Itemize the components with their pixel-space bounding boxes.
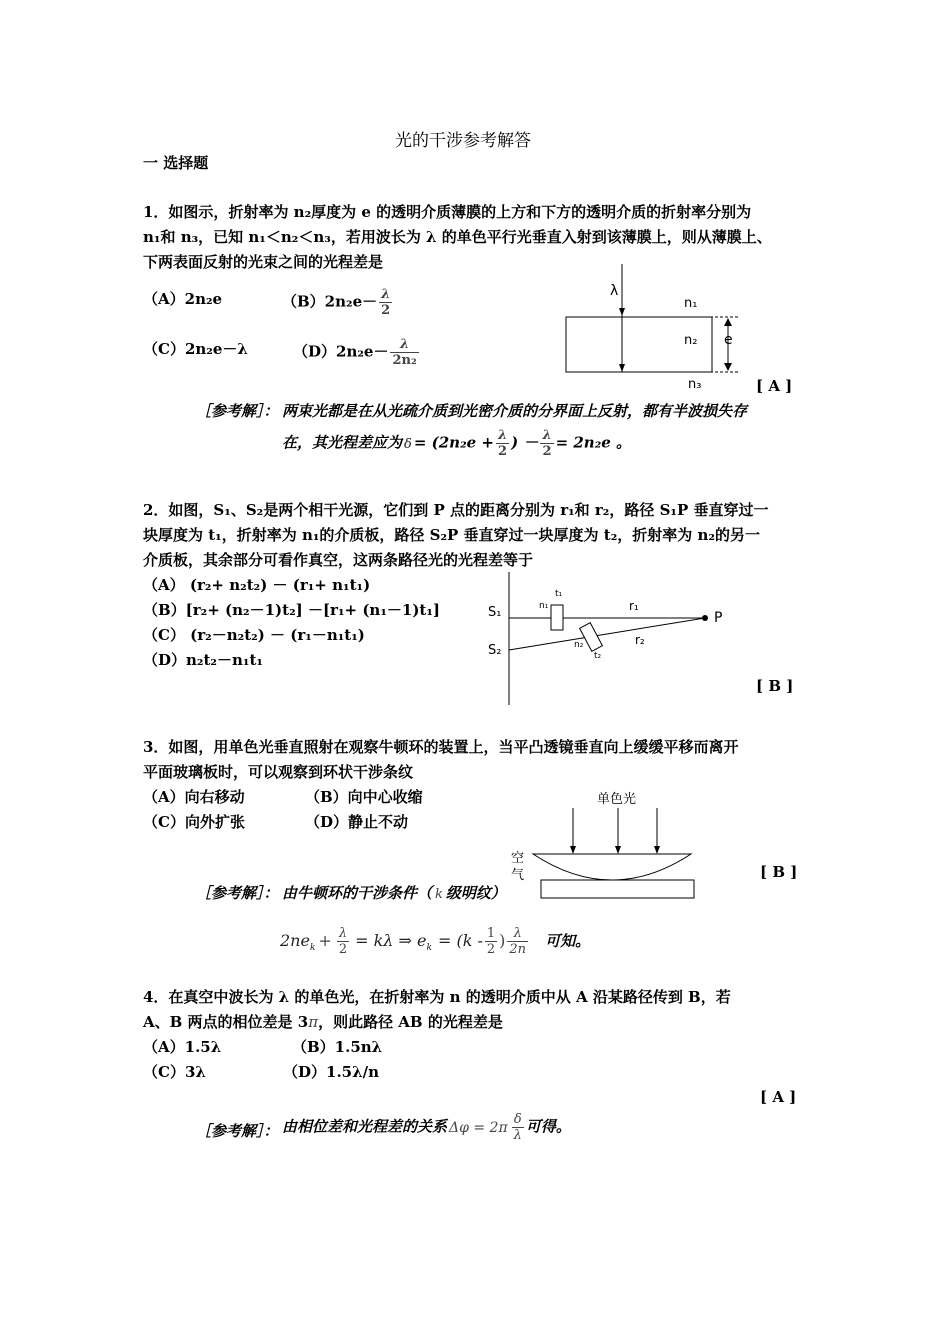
q1-option-b: （B）2n₂e－ $\frac{\lambda}{2}$: [282, 287, 391, 318]
q2-line1: 2．如图，S₁、S₂是两个相干光源，它们到 P 点的距离分别为 r₁和 r₂，路径 S₁P 垂直穿过一: [143, 501, 769, 519]
q2-option-d: （D）n₂t₂－n₁t₁: [143, 651, 263, 669]
q1-fig-n3: n₃: [688, 377, 702, 392]
q4-line2: A、B 两点的相位差是 3π，则此路径 AB 的光程差是: [143, 1013, 503, 1031]
q3-ref-frac-2: $\frac{1}{2}$: [486, 926, 496, 957]
q1-line3: 下两表面反射的光束之间的光程差是: [143, 253, 384, 271]
q2-fig-r1: r₁: [629, 599, 639, 613]
q1-fig-lambda: λ: [610, 283, 619, 299]
q2-fig-n1: n₁: [539, 601, 549, 611]
q2-two-source-figure: [485, 570, 735, 710]
q3-ref-label: ［参考解］：: [196, 884, 279, 902]
q1-option-b-fraction: $\frac{\lambda}{2}$: [381, 287, 391, 318]
q1-line1: 1．如图示，折射率为 n₂厚度为 e 的透明介质薄膜的上方和下方的透明介质的折射率分别为: [143, 203, 752, 221]
q1-ref-line2: 在，其光程差应为 δ = (2n₂e + $\frac{\lambda}{2}$ ) － $\frac{\lambda}{2}$ = 2n₂e 。: [282, 428, 632, 459]
q1-ref-line1: 两束光都是在从光疏介质到光密介质的分界面上反射，都有半波损失存: [282, 402, 748, 420]
q1-line2: n₁和 n₃，已知 n₁＜n₂＜n₃，若用波长为 λ 的单色平行光垂直入射到该薄膜上，则从薄膜上、: [143, 228, 772, 246]
q4-option-b: （B）1.5nλ: [292, 1038, 383, 1056]
q4-option-a: （A）1.5λ: [143, 1038, 222, 1056]
q1-ref-frac-2: $\frac{\lambda}{2}$: [542, 428, 552, 459]
q3-fig-light-label: 单色光: [597, 792, 637, 807]
q4-option-d: （D）1.5λ/n: [283, 1063, 380, 1081]
q4-answer: [ A ]: [760, 1088, 797, 1106]
q2-answer: [ B ]: [756, 677, 794, 695]
q3-ref-frac-1: $\frac{\lambda}{2}$: [338, 926, 348, 957]
q1-fig-e: e: [724, 332, 733, 348]
q4-ref-label: ［参考解］：: [196, 1122, 279, 1140]
q1-option-a: （A）2n₂e: [143, 290, 223, 308]
q4-option-c: （C）3λ: [143, 1063, 206, 1081]
q1-ref-label: ［参考解］：: [196, 402, 279, 420]
q1-option-d-fraction: $\frac{\lambda}{\text{2n₂}}$: [392, 337, 417, 368]
q3-newton-rings-figure: [505, 786, 705, 901]
q4-line1: 4．在真空中波长为 λ 的单色光，在折射率为 n 的透明介质中从 A 沿某路径传到 B，若: [143, 988, 731, 1006]
q3-line1: 3．如图，用单色光垂直照射在观察牛顿环的装置上，当平凸透镜垂直向上缓缓平移而离开: [143, 738, 739, 756]
q3-option-a: （A）向右移动: [143, 788, 245, 806]
q2-fig-t1: t₁: [555, 589, 563, 599]
q2-option-c: （C） (r₂－n₂t₂) － (r₁－n₁t₁): [143, 626, 365, 644]
section-heading: 一 选择题: [143, 154, 209, 172]
q3-ref-text: 由牛顿环的干涉条件（ k 级明纹）: [282, 884, 506, 902]
q2-fig-p: P: [714, 610, 723, 626]
q3-ref-equation: $2ne_k$ + $\frac{\lambda}{2}$ = kλ ⇒ $e_k = (k$ - $\frac{1}{2}$ ) $\frac{\lambda}{2n}$ 可知。: [280, 926, 591, 957]
q2-fig-s1: S₁: [488, 605, 502, 620]
q3-option-b: （B）向中心收缩: [305, 788, 423, 806]
q3-ref-frac-3: $\frac{\lambda}{2n}$: [509, 926, 527, 957]
q1-thin-film-figure: [560, 262, 760, 397]
q1-answer: [ A ]: [756, 377, 793, 395]
q1-option-c: （C）2n₂e－λ: [143, 340, 248, 358]
q3-fig-air-2: 气: [511, 868, 525, 883]
q2-fig-s2: S₂: [488, 643, 502, 658]
q3-line2: 平面玻璃板时，可以观察到环状干涉条纹: [143, 763, 414, 781]
q3-answer: [ B ]: [760, 863, 798, 881]
q4-ref-frac: $\frac{\delta}{\lambda}$: [513, 1112, 522, 1143]
q1-fig-n1: n₁: [684, 296, 698, 311]
q3-option-d: （D）静止不动: [305, 813, 409, 831]
q2-fig-t2: t₂: [594, 651, 602, 661]
q2-option-b: （B）[r₂+ (n₂－1)t₂] －[r₁+ (n₁－1)t₁]: [143, 601, 441, 619]
q1-option-d: （D）2n₂e－ $\frac{\lambda}{\text{2n₂}}$: [293, 337, 417, 368]
page-title: 光的干涉参考解答: [395, 131, 531, 151]
q1-fig-n2: n₂: [684, 333, 698, 348]
q2-fig-r2: r₂: [635, 633, 645, 647]
q2-option-a: （A） (r₂+ n₂t₂) － (r₁+ n₁t₁): [143, 576, 371, 594]
q1-ref-frac-1: $\frac{\lambda}{2}$: [497, 428, 508, 459]
q3-option-c: （C）向外扩张: [143, 813, 245, 831]
q3-fig-air-1: 空: [511, 851, 525, 866]
q2-line3: 介质板，其余部分可看作真空，这两条路径光的光程差等于: [143, 551, 534, 569]
q2-fig-n2: n₂: [574, 640, 584, 650]
q4-ref-text: 由相位差和光程差的关系 Δφ = 2π $\frac{\delta}{\lambda}$ 可得。: [282, 1112, 571, 1143]
q2-line2: 块厚度为 t₁，折射率为 n₁的介质板，路径 S₂P 垂直穿过一块厚度为 t₂，折射率为 n₂的另一: [143, 526, 760, 544]
